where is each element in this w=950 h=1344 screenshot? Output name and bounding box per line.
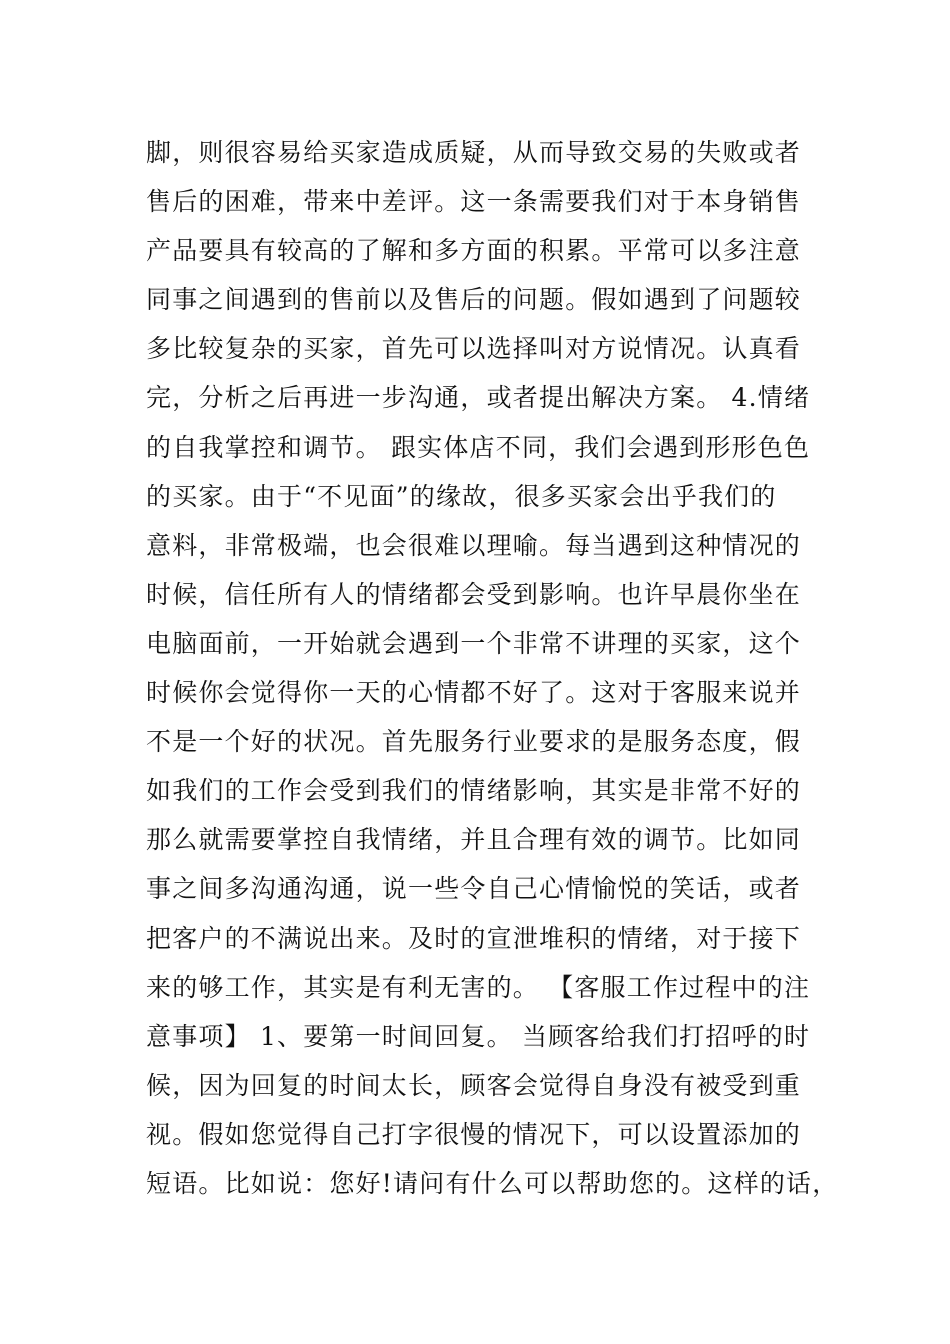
text-line: 脚，则很容易给买家造成质疑，从而导致交易的失败或者	[146, 138, 802, 167]
text-line: 完，分析之后再进一步沟通，或者提出解决方案。 4.情绪	[146, 383, 811, 413]
text-line: 时候你会觉得你一天的心情都不好了。这对于客服来说并	[146, 678, 802, 708]
body-text	[146, 128, 846, 1208]
text-line: 时候，信任所有人的情绪都会受到影响。也许早晨你坐在	[146, 579, 802, 609]
text-line: 产品要具有较高的了解和多方面的积累。平常可以多注意	[146, 236, 802, 266]
text-line: 短语。比如说：您好!请问有什么可以帮助您的。这样的话，	[146, 1168, 839, 1198]
text-line: 不是一个好的状况。首先服务行业要求的是服务态度，假	[146, 727, 802, 757]
text-line: 那么就需要掌控自我情绪，并且合理有效的调节。比如同	[146, 825, 802, 855]
text-line: 视。假如您觉得自己打字很慢的情况下，可以设置添加的	[146, 1119, 802, 1149]
text-line: 来的够工作，其实是有利无害的。 【客服工作过程中的注	[146, 972, 811, 1002]
text-line: 电脑面前，一开始就会遇到一个非常不讲理的买家，这个	[146, 628, 802, 658]
text-line: 的自我掌控和调节。 跟实体店不同，我们会遇到形形色色	[146, 432, 811, 462]
text-line: 多比较复杂的买家，首先可以选择叫对方说情况。认真看	[146, 334, 802, 364]
text-line: 候，因为回复的时间太长，顾客会觉得自身没有被受到重	[146, 1070, 802, 1100]
text-line: 同事之间遇到的售前以及售后的问题。假如遇到了问题较	[146, 285, 802, 315]
text-line: 把客户的不满说出来。及时的宣泄堆积的情绪，对于接下	[146, 923, 802, 953]
text-line: 事之间多沟通沟通，说一些令自己心情愉悦的笑话，或者	[146, 874, 802, 904]
text-line: 如我们的工作会受到我们的情绪影响，其实是非常不好的	[146, 776, 802, 806]
text-line: 的买家。由于“不见面”的缘故，很多买家会出乎我们的	[146, 481, 777, 511]
text-line: 售后的困难，带来中差评。这一条需要我们对于本身销售	[146, 187, 802, 217]
text-line: 意事项】 1、要第一时间回复。 当顾客给我们打招呼的时	[146, 1021, 811, 1051]
text-line: 意料，非常极端，也会很难以理喻。每当遇到这种情况的	[146, 530, 802, 560]
